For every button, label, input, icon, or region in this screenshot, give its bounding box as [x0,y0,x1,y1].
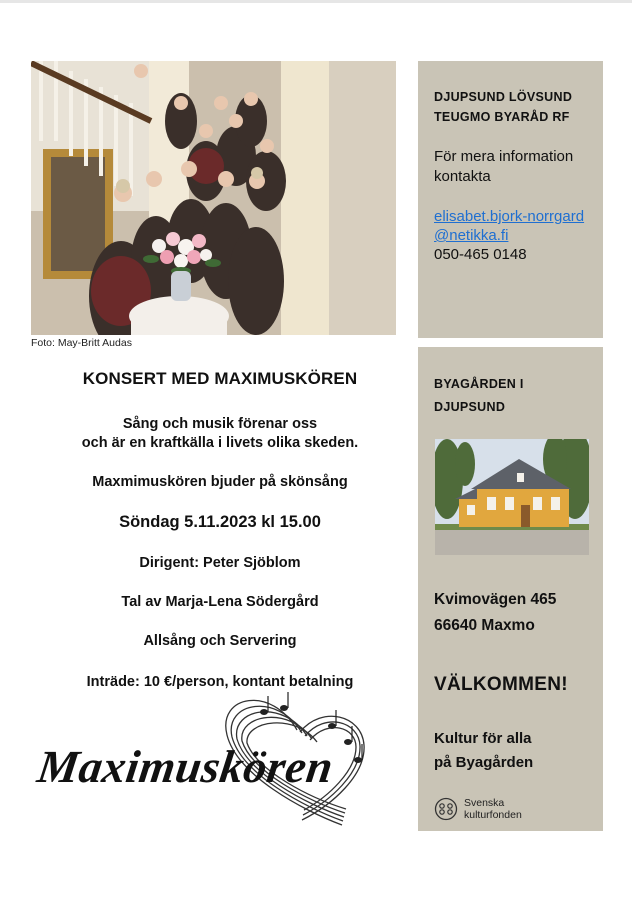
tagline-line-2: och är en kraftkälla i livets olika skeden. [81,435,359,451]
tagline-line-1: Sång och musik förenar oss [122,416,318,432]
top-border [0,0,632,3]
conductor-text: Dirigent: Peter Sjöblom [139,555,301,571]
concert-datetime: Söndag 5.11.2023 kl 15.00 [119,513,321,531]
contact-phone: 050-465 0148 [434,246,527,263]
info-text [434,147,599,187]
sponsor-line-2: kulturfonden [464,809,522,821]
address-line-1: Kvimovägen 465 [434,591,557,608]
sponsor-name [464,797,522,821]
organizer-line-1: DJUPSUND LÖVSUND [434,90,573,104]
contact-panel [418,61,603,338]
organizer-line-2: TEUGMO BYARÅD RF [434,110,570,124]
venue-photo [435,439,589,555]
program-text: Allsång och Servering [143,633,297,649]
welcome-text: VÄLKOMMEN! [434,674,568,695]
admission-text: Inträde: 10 €/person, kontant betalning [86,674,354,690]
speech-text: Tal av Marja-Lena Södergård [121,594,319,610]
venue-line-1: BYAGÅRDEN I [434,377,524,391]
address-line-2: 66640 Maxmo [434,617,535,634]
concert-title: KONSERT MED MAXIMUSKÖREN [82,369,358,388]
photo-caption: Foto: May-Britt Audas [31,337,132,349]
offer-text: Maxmimuskören bjuder på skönsång [92,474,348,490]
choir-logo-text: Maximuskören [34,741,337,792]
slogan-line-2: på Byagården [434,754,534,771]
venue-line-2: DJUPSUND [434,400,506,414]
venue-address [434,587,556,639]
contact-email-link[interactable]: elisabet.bjork-norrgard@netikka.fi [434,208,585,244]
info-line-2: kontakta [434,168,491,185]
choir-logo [32,690,377,830]
slogan-line-1: Kultur för alla [434,730,532,747]
organizer-name [434,87,572,127]
venue-panel [418,347,603,831]
svenska-kulturfonden-logo-icon [434,797,458,821]
venue-name [434,373,594,419]
slogan-text [434,727,533,775]
sponsor-line-1: Svenska [464,797,505,809]
choir-photo [31,61,396,335]
info-line-1: För mera information [434,148,574,165]
sponsor-logo [434,797,522,821]
